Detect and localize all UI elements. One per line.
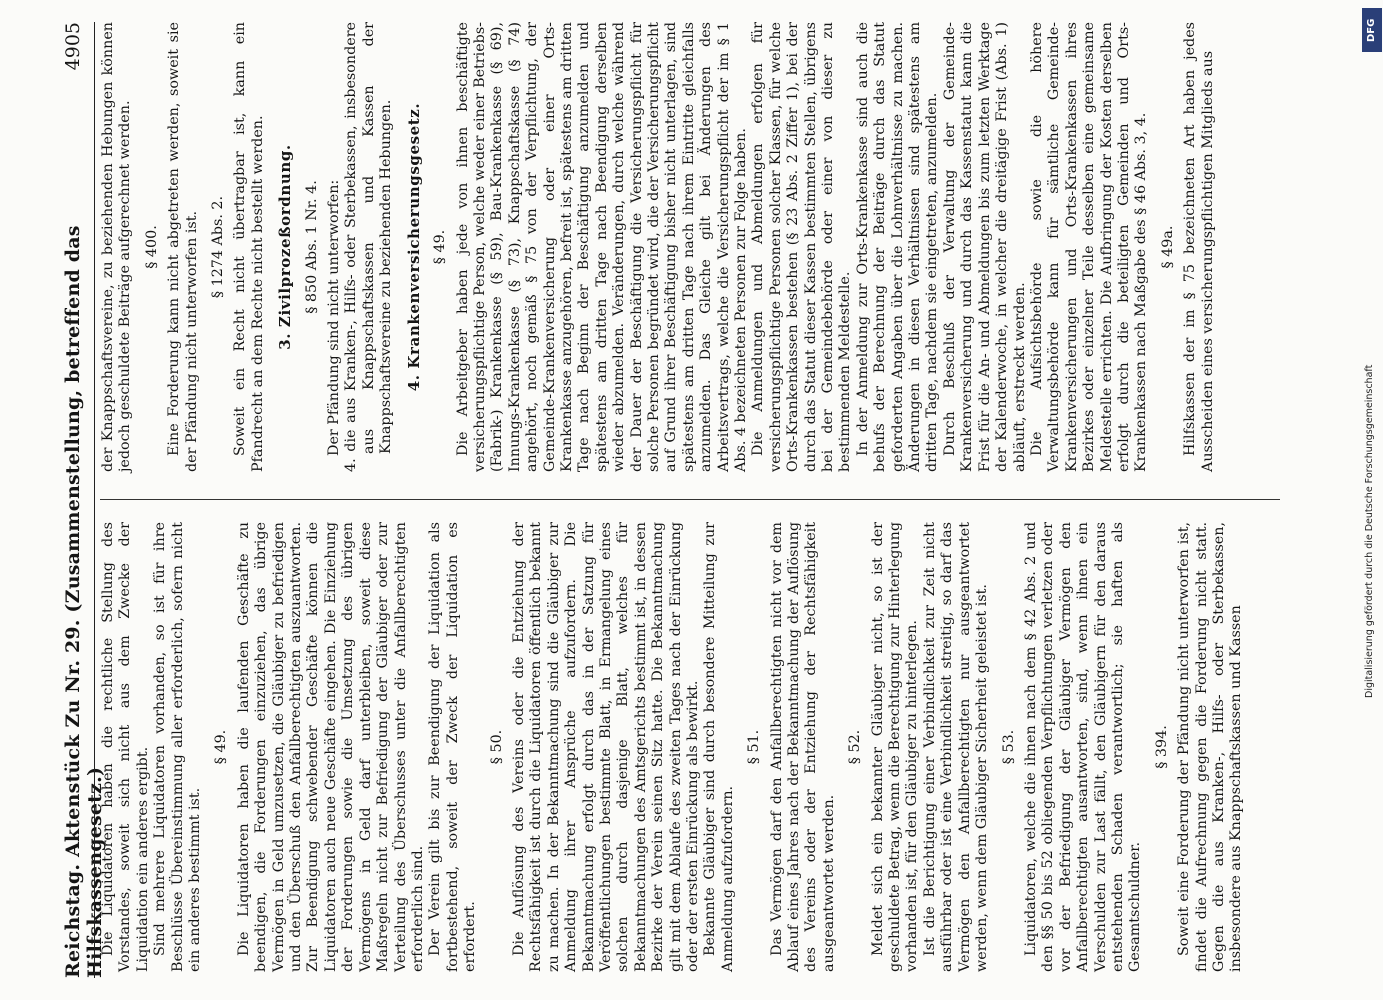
section-heading: § 1274 Abs. 2.: [210, 195, 227, 299]
page-number: 4905: [62, 22, 84, 71]
paragraph: Die Liquidatoren haben die rechtliche Stellung des Vorstandes, soweit sich nicht aus dem Zwecke der Liquidation ein anderes ergibt.: [100, 522, 151, 972]
paragraph: In der Anmeldung zur Orts-Krankenkasse sind auch die behufs der Berechnung der Beiträge durch das Statut geforderten Angaben über die Lohnverhältnisse zu machen. Änderungen in diesen Verhältnissen sind spätestens am dritten Tage, nachdem sie eingetreten, anzumelden.: [854, 22, 941, 472]
dfg-logo: [1362, 8, 1382, 52]
paragraph: Das Vermögen darf den Anfallberechtigten nicht vor dem Ablauf eines Jahres nach der Bekanntmachung der Auflösung des Vereins oder der Entziehung der Rechtsfähigkeit ausgeantwortet werden.: [768, 522, 837, 972]
section-heading: § 52.: [847, 729, 864, 765]
section-heading: § 400.: [143, 225, 160, 269]
dfg-logo-text: DFG: [1366, 18, 1377, 42]
paragraph: Die Anmeldungen und Abmeldungen erfolgen für versicherungspflichtige Personen solcher Klassen, für welche Orts-Krankenkassen bestehen (§ 23 Abs. 2 Ziffer 1), bei der durch das Statut dieser Kassen bestimmten Stellen, übrigens bei der Gemeindebehörde oder einer von dieser zu bestimmenden Meldestelle.: [750, 22, 854, 472]
section-heading: § 51.: [746, 729, 763, 765]
section-heading: § 49.: [432, 229, 449, 265]
paragraph: Sind mehrere Liquidatoren vorhanden, so ist für ihre Beschlüsse Übereinstimmung aller erforderlich, sofern nicht ein anderes bestimmt ist.: [152, 522, 204, 972]
chapter-heading: 3. Zivilprozeßordnung.: [276, 144, 295, 350]
section-heading: § 394.: [1153, 725, 1170, 769]
digitization-credit: Digitalisierung gefördert durch die Deutsche Forschungsgemeinschaft: [1364, 364, 1375, 698]
paragraph: Die Aufsichtsbehörde sowie die höhere Verwaltungsbehörde kann für sämtliche Gemeinde-Krankenversicherungen und Orts-Krankenkassen ihres Bezirkes oder einzelner Teile desselben eine gemeinsame Meldestelle errichten. Die Aufbringung der Kosten derselben erfolgt durch die beteiligten Gemeinden und Orts-Krankenkassen nach Maßgabe des § 46 Abs. 3, 4.: [1028, 22, 1150, 472]
list-item: 4. die aus Kranken-, Hilfs- oder Sterbekassen, insbesondere aus Knappschaftskassen und Kassen der Knappschaftsvereine zu beziehenden Hebungen.: [343, 22, 395, 472]
right-column: [100, 22, 1217, 472]
section-heading: § 850 Abs. 1 Nr. 4.: [303, 180, 320, 314]
paragraph: Hilfskassen der im § 75 bezeichneten Art haben jedes Ausscheiden eines versicherungspflichtigen Mitglieds aus: [1182, 22, 1216, 472]
section-heading: § 49a.: [1159, 225, 1176, 269]
paragraph: Die Auflösung des Vereins oder die Entziehung der Rechtsfähigkeit ist durch die Liquidatoren öffentlich bekannt zu machen. In der Bekanntmachung sind die Gläubiger zur Anmeldung ihrer Ansprüche aufzufordern. Die Bekanntmachung erfolgt durch das in der Satzung für Veröffentlichungen bestimmte Blatt, in Ermangelung eines solchen durch dasjenige Blatt, welches für Bekanntmachungen des Amtsgerichts bestimmt ist, in dessen Bezirke der Verein seinen Sitz hatte. Die Bekanntmachung gilt mit dem Ablaufe des zweiten Tages nach der Einrückung oder der ersten Einrückung als bewirkt.: [510, 522, 701, 972]
section-heading: § 49.: [213, 729, 230, 765]
paragraph: Soweit eine Forderung der Pfändung nicht unterworfen ist, findet die Aufrechnung gegen die Forderung nicht statt. Gegen die aus Kranken-, Hilfs- oder Sterbekassen, insbesondere aus Knappschaftskassen und Kassen: [1176, 522, 1245, 972]
section-heading: § 50.: [488, 729, 505, 765]
paragraph: Durch Beschluß der Verwaltung der Gemeinde-Krankenversicherung und durch das Kassenstatut kann die Frist für die An- und Abmeldungen bis zum letzten Werktage der Kalenderwoche, in welcher die dreitägige Frist (Abs. 1) abläuft, erstreckt werden.: [941, 22, 1028, 472]
header-rule: [94, 22, 95, 978]
section-heading: § 53.: [1000, 729, 1017, 765]
paragraph: Der Pfändung sind nicht unterworfen:: [326, 179, 343, 456]
column-divider: [100, 499, 1280, 500]
header-title: Reichstag. Aktenstück Zu Nr. 29. (Zusammenstellung, betreffend das Hilfskassengesetz.): [62, 225, 106, 978]
paragraph: Liquidatoren, welche die ihnen nach dem § 42 Abs. 2 und den §§ 50 bis 52 obliegenden Verpflichtungen verletzen oder vor der Befriedigung der Gläubiger Vermögen den Anfallberechtigten ausantworten, sind, wenn ihnen ein Verschulden zur Last fällt, den Gläubigern für den daraus entstehenden Schaden verantwortlich; sie haften als Gesamtschuldner.: [1022, 522, 1144, 972]
paragraph: Bekannte Gläubiger sind durch besondere Mitteilung zur Anmeldung aufzufordern.: [702, 522, 736, 972]
chapter-heading: 4. Krankenversicherungsgesetz.: [404, 102, 423, 392]
paragraph: Eine Forderung kann nicht abgetreten werden, soweit sie der Pfändung nicht unterworfen ist.: [166, 22, 200, 472]
paragraph: Die Liquidatoren haben die laufenden Geschäfte zu beendigen, die Forderungen einzuziehen, das übrige Vermögen in Geld umzusetzen, die Gläubiger zu befriedigen und den Überschuß den Anfallberechtigten auszuantworten. Zur Beendigung schwebender Geschäfte können die Liquidatoren auch neue Geschäfte eingehen. Die Einziehung der Forderungen sowie die Umsetzung des übrigen Vermögens in Geld darf unterbleiben, soweit diese Maßregeln nicht zur Befriedigung der Gläubiger oder zur Verteilung des Überschusses unter die Anfallberechtigten erforderlich sind.: [235, 522, 426, 972]
paragraph: Die Arbeitgeber haben jede von ihnen beschäftigte versicherungspflichtige Person, welche weder einer Betriebs- (Fabrik-) Krankenkasse (§ 59), Bau-Krankenkasse (§ 69), Innungs-Krankenkasse (§ 73), Knappschaftskasse (§ 74) angehört, noch gemäß § 75 von der Verpflichtung, der Gemeinde-Krankenversicherung oder einer Orts-Krankenkasse anzugehören, befreit ist, spätestens am dritten Tage nach Beginn der Beschäftigung anzumelden und spätestens am dritten Tage nach Beendigung derselben wieder abzumelden. Veränderungen, durch welche während der Dauer der Beschäftigung die Versicherungspflicht für solche Personen begründet wird, die der Versicherungspflicht auf Grund ihrer Beschäftigung bisher nicht unterlagen, sind spätestens am dritten Tage nach ihrem Eintritte gleichfalls anzumelden. Das Gleiche gilt bei Änderungen des Arbeitsvertrags, welche die Versicherungspflicht der im § 1 Abs. 4 bezeichneten Personen zur Folge haben.: [454, 22, 749, 472]
paragraph: Soweit ein Recht nicht übertragbar ist, kann ein Pfandrecht an dem Rechte nicht bestellt werden.: [232, 22, 266, 472]
left-column: [100, 522, 1246, 972]
paragraph: Der Verein gilt bis zur Beendigung der Liquidation als fortbestehend, soweit der Zweck der Liquidation es erfordert.: [427, 522, 479, 972]
running-header: [60, 22, 106, 978]
paragraph: Ist die Berichtigung einer Verbindlichkeit zur Zeit nicht ausführbar oder ist eine Verbindlichkeit streitig, so darf das Vermögen den Anfallberechtigten nur ausgeantwortet werden, wenn dem Gläubiger Sicherheit geleistet ist.: [921, 522, 991, 972]
paragraph: der Knappschaftsvereine, zu beziehenden Hebungen können jedoch geschuldete Beiträge aufgerechnet werden.: [100, 22, 134, 472]
paragraph: Meldet sich ein bekannter Gläubiger nicht, so ist der geschuldete Betrag, wenn die Berechtigung zur Hinterlegung vorhanden ist, für den Gläubiger zu hinterlegen.: [869, 522, 921, 972]
